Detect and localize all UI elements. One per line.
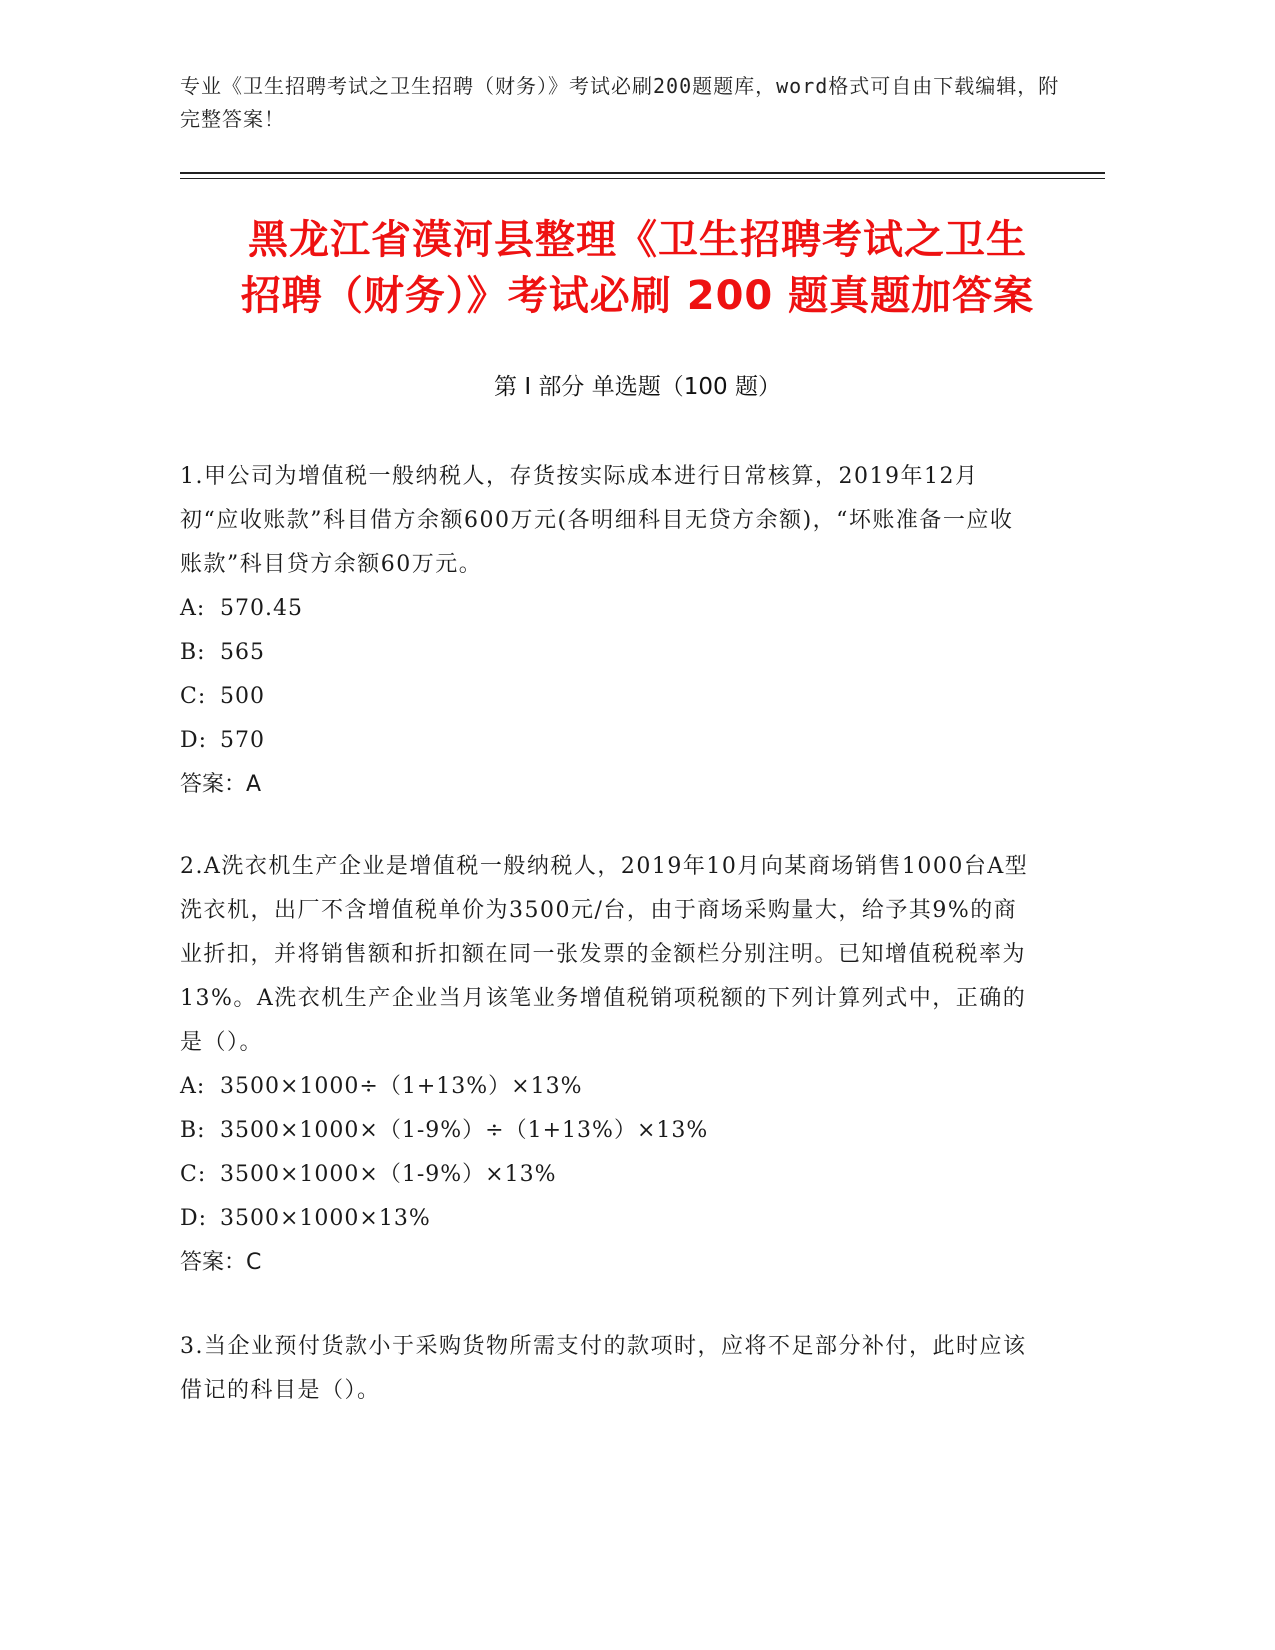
section-title: 第 I 部分 单选题（100 题） bbox=[494, 374, 781, 400]
option-letter: D: bbox=[180, 1206, 208, 1231]
option-c bbox=[180, 675, 1030, 719]
option-a bbox=[180, 1065, 1030, 1109]
header-divider-thick bbox=[180, 172, 1105, 174]
main-title-line-2: 招聘（财务）》考试必刷 200 题真题加答案 bbox=[240, 273, 1035, 319]
option-letter: D: bbox=[180, 728, 208, 753]
question-stem: 1.甲公司为增值税一般纳税人，存货按实际成本进行日常核算，2019年12月初“应收账款”科目借方余额600万元(各明细科目无贷方余额)，“坏账准备一应收账款”科目贷方余额60万元。 bbox=[180, 464, 1014, 577]
question-1 bbox=[180, 455, 1030, 807]
header-divider-thin bbox=[180, 178, 1105, 179]
header-note: 专业《卫生招聘考试之卫生招聘（财务）》考试必刷200题题库，word格式可自由下载编辑，附完整答案！ bbox=[180, 74, 1060, 131]
option-text: 3500×1000×13% bbox=[220, 1206, 431, 1231]
option-letter: C: bbox=[180, 1162, 207, 1187]
option-text: 570.45 bbox=[220, 596, 303, 621]
option-letter: A: bbox=[180, 1074, 206, 1099]
option-d bbox=[180, 719, 1030, 763]
answer bbox=[180, 1241, 1030, 1285]
option-letter: B: bbox=[180, 640, 206, 665]
option-a bbox=[180, 587, 1030, 631]
main-title-line-1: 黑龙江省漠河县整理《卫生招聘考试之卫生 bbox=[248, 217, 1027, 263]
main-title bbox=[150, 212, 1125, 324]
option-text: 500 bbox=[220, 684, 265, 709]
answer-value: A bbox=[246, 772, 262, 797]
question-2 bbox=[180, 845, 1030, 1285]
option-text: 3500×1000÷（1+13%）×13% bbox=[220, 1074, 583, 1099]
option-text: 3500×1000×（1-9%）×13% bbox=[220, 1162, 557, 1187]
question-stem: 3.当企业预付货款小于采购货物所需支付的款项时，应将不足部分补付，此时应该借记的科目是（）。 bbox=[180, 1334, 1027, 1403]
option-c bbox=[180, 1153, 1030, 1197]
option-b bbox=[180, 631, 1030, 675]
answer-label: 答案： bbox=[180, 772, 247, 797]
option-text: 3500×1000×（1-9%）÷（1+13%）×13% bbox=[220, 1118, 709, 1143]
option-letter: B: bbox=[180, 1118, 206, 1143]
option-letter: C: bbox=[180, 684, 207, 709]
option-b bbox=[180, 1109, 1030, 1153]
option-text: 570 bbox=[220, 728, 265, 753]
answer-label: 答案： bbox=[180, 1250, 247, 1275]
answer bbox=[180, 763, 1030, 807]
answer-value: C bbox=[246, 1250, 262, 1275]
question-3 bbox=[180, 1325, 1030, 1413]
option-text: 565 bbox=[220, 640, 265, 665]
question-stem: 2.A洗衣机生产企业是增值税一般纳税人，2019年10月向某商场销售1000台A型洗衣机，出厂不含增值税单价为3500元/台，由于商场采购量大，给予其9%的商业折扣，并将销售额和折扣额在同一张发票的金额栏分别注明。已知增值税税率为13%。A洗衣机生产企业当月该笔业务增值税销项税额的下列计算列式中，正确的是（）。 bbox=[180, 854, 1029, 1055]
option-letter: A: bbox=[180, 596, 206, 621]
option-d bbox=[180, 1197, 1030, 1241]
